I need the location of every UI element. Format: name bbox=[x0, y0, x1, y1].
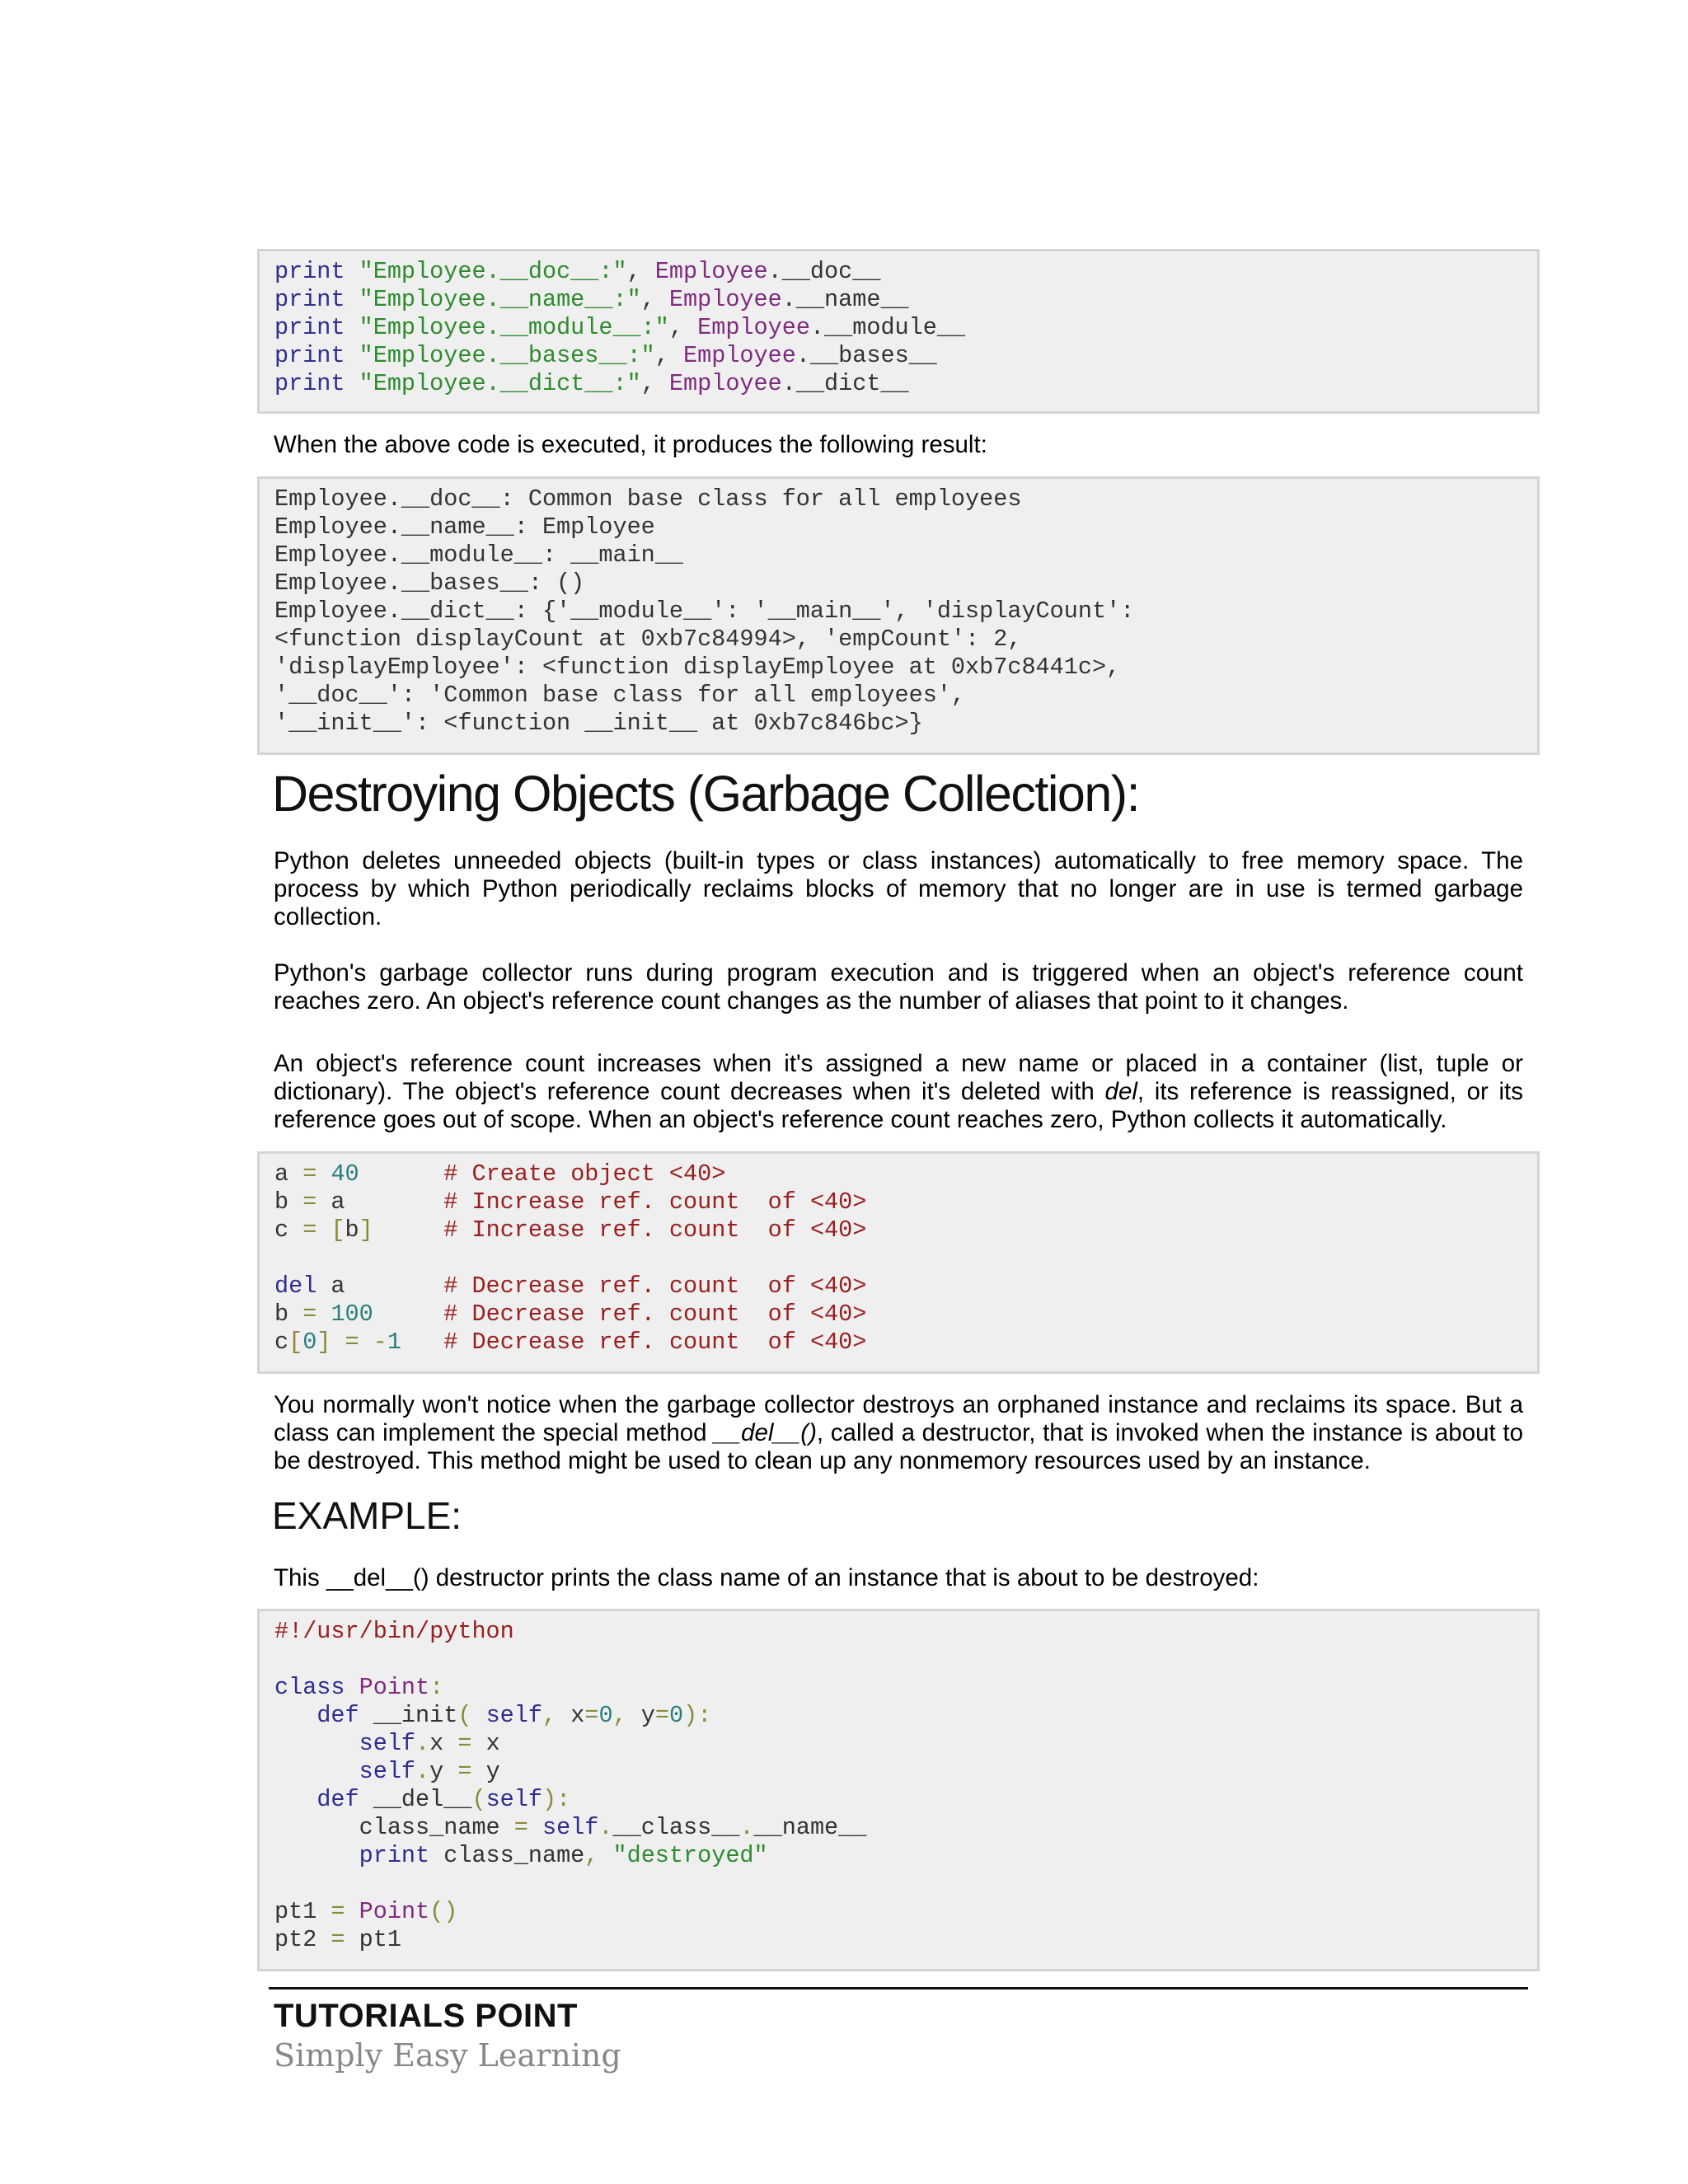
code-token: class bbox=[274, 1674, 345, 1701]
code-token: "Employee.__bases__:" bbox=[359, 342, 655, 369]
code-token: c bbox=[274, 1216, 303, 1244]
code-token bbox=[401, 1329, 443, 1356]
code-token: .__name__ bbox=[781, 286, 909, 313]
code-token: .__doc__ bbox=[767, 258, 881, 285]
code-token: .__dict__ bbox=[781, 370, 909, 397]
code-token: Employee.__name__: Employee bbox=[274, 513, 655, 541]
code-token: Employee bbox=[668, 286, 782, 313]
code-token: pt1 bbox=[345, 1926, 401, 1953]
code-token: Employee bbox=[654, 258, 768, 285]
code-token: a bbox=[316, 1272, 444, 1300]
code-token: # Increase ref. count of <40> bbox=[443, 1216, 867, 1244]
code-token bbox=[345, 370, 359, 397]
code-token: c bbox=[274, 1329, 289, 1356]
result-intro-text: When the above code is executed, it produces the following result: bbox=[274, 431, 987, 458]
paragraph-gc-collector: Python's garbage collector runs during program execution and is triggered when an object's reference count reaches zero. An object's reference count changes as the number of aliases that point to it changes. bbox=[274, 959, 1523, 1015]
code-token: print bbox=[274, 370, 345, 397]
code-token: __class__ bbox=[612, 1814, 740, 1841]
code-token bbox=[345, 1898, 359, 1925]
code-token: def bbox=[316, 1702, 359, 1729]
code-line bbox=[274, 654, 1537, 682]
code-token: a bbox=[316, 1188, 444, 1216]
code-token: self bbox=[542, 1814, 599, 1841]
code-token: class_name bbox=[274, 1814, 514, 1841]
code-token bbox=[471, 1702, 485, 1729]
code-token: __init bbox=[359, 1702, 458, 1729]
code-token bbox=[345, 342, 359, 369]
code-token: y bbox=[429, 1758, 458, 1785]
code-token: 100 bbox=[331, 1301, 373, 1328]
code-token: ] bbox=[316, 1329, 331, 1356]
code-token: <function displayCount at 0xb7c84994>, 'empCount': 2, bbox=[274, 626, 1022, 653]
code-token: = bbox=[302, 1188, 317, 1216]
code-token: __del__ bbox=[359, 1786, 472, 1813]
code-token bbox=[345, 286, 359, 313]
code-token bbox=[345, 1674, 359, 1701]
code-line bbox=[274, 513, 1537, 541]
code-token: print bbox=[274, 258, 345, 285]
code-token bbox=[598, 1842, 612, 1869]
code-token: , bbox=[668, 314, 698, 341]
code-token: = bbox=[584, 1702, 599, 1729]
code-token: print bbox=[274, 342, 345, 369]
code-token: x bbox=[429, 1730, 458, 1757]
code-token: y bbox=[471, 1758, 500, 1785]
code-line bbox=[274, 1814, 1537, 1842]
code-token bbox=[373, 1216, 444, 1244]
code-token bbox=[274, 1842, 359, 1869]
code-token: # Create object <40> bbox=[443, 1160, 726, 1188]
code-token: print bbox=[359, 1842, 430, 1869]
code-line bbox=[274, 314, 1537, 342]
paragraph-gc-refcount-del: del bbox=[1104, 1078, 1137, 1105]
code-token: = bbox=[345, 1329, 359, 1356]
code-token: "Employee.__module__:" bbox=[359, 314, 669, 341]
code-token bbox=[316, 1160, 331, 1188]
code-token: 0 bbox=[302, 1329, 317, 1356]
code-token: x bbox=[556, 1702, 585, 1729]
code-token: self bbox=[359, 1730, 416, 1757]
code-line bbox=[274, 1329, 1537, 1357]
code-line bbox=[274, 541, 1537, 569]
code-line bbox=[274, 1188, 1537, 1216]
code-token bbox=[528, 1814, 542, 1841]
code-token bbox=[373, 1301, 444, 1328]
code-line bbox=[274, 1674, 1537, 1702]
code-token: Employee bbox=[697, 314, 810, 341]
code-token: "Employee.__name__:" bbox=[359, 286, 641, 313]
code-token: "destroyed" bbox=[612, 1842, 768, 1869]
code-token: # Decrease ref. count of <40> bbox=[443, 1272, 867, 1300]
code-line bbox=[274, 1842, 1537, 1870]
code-token: = bbox=[654, 1702, 669, 1729]
code-line bbox=[274, 485, 1537, 513]
code-token: , bbox=[626, 258, 655, 285]
code-block-refcount-example bbox=[257, 1151, 1540, 1374]
code-token: .__bases__ bbox=[795, 342, 937, 369]
code-token: print bbox=[274, 314, 345, 341]
code-token: y bbox=[626, 1702, 655, 1729]
code-token: ] bbox=[359, 1216, 373, 1244]
section-heading-example: EXAMPLE: bbox=[272, 1494, 462, 1537]
code-token: , bbox=[584, 1842, 599, 1869]
code-token: = bbox=[302, 1160, 317, 1188]
code-block-output bbox=[257, 476, 1540, 755]
code-token: , bbox=[640, 286, 669, 313]
paragraph-gc-refcount-part1: An object's reference count increases when it's assigned a new name or placed in a container (list, tuple or dictionary). The object's reference count decreases when it's deleted with bbox=[274, 1050, 1523, 1105]
code-token: , bbox=[612, 1702, 627, 1729]
code-token: #!/usr/bin/python bbox=[274, 1618, 514, 1645]
code-token: __name__ bbox=[753, 1814, 867, 1841]
code-token: '__init__': <function __init__ at 0xb7c846bc>} bbox=[274, 710, 923, 737]
code-token: b bbox=[274, 1188, 303, 1216]
code-line bbox=[274, 1244, 1537, 1272]
code-token: # Decrease ref. count of <40> bbox=[443, 1301, 867, 1328]
code-token bbox=[359, 1160, 444, 1188]
code-token: print bbox=[274, 286, 345, 313]
code-token: # Increase ref. count of <40> bbox=[443, 1188, 867, 1216]
code-token bbox=[345, 258, 359, 285]
code-token: ): bbox=[542, 1786, 571, 1813]
code-line bbox=[274, 598, 1537, 626]
code-token: . bbox=[415, 1730, 430, 1757]
paragraph-gc-refcount-part2: , its reference is reassigned, or its reference goes out of scope. When an object's reference count reaches zero, Python collects it automatically. bbox=[274, 1078, 1524, 1133]
code-token: # Decrease ref. count of <40> bbox=[443, 1329, 867, 1356]
code-line bbox=[274, 1160, 1537, 1188]
code-token: Employee.__module__: __main__ bbox=[274, 541, 683, 569]
code-token: ): bbox=[683, 1702, 712, 1729]
code-token: [ bbox=[331, 1216, 345, 1244]
code-token: def bbox=[316, 1786, 359, 1813]
code-token: . bbox=[739, 1814, 754, 1841]
code-token: Employee bbox=[668, 370, 782, 397]
code-line bbox=[274, 1786, 1537, 1814]
paragraph-gc-refcount bbox=[274, 1050, 1523, 1134]
code-token: Employee.__doc__: Common base class for all employees bbox=[274, 485, 1022, 513]
code-token: 0 bbox=[668, 1702, 684, 1729]
code-token: "Employee.__dict__:" bbox=[359, 370, 641, 397]
code-token: , bbox=[640, 370, 669, 397]
code-token: = bbox=[513, 1814, 528, 1841]
code-line bbox=[274, 1301, 1537, 1329]
code-token: self bbox=[485, 1702, 542, 1729]
code-token: x bbox=[471, 1730, 500, 1757]
code-token: = bbox=[331, 1926, 345, 1953]
code-line bbox=[274, 569, 1537, 598]
code-line bbox=[274, 682, 1537, 710]
code-token: ( bbox=[457, 1702, 472, 1729]
code-token: = bbox=[331, 1898, 345, 1925]
code-line bbox=[274, 258, 1537, 286]
code-token: , bbox=[542, 1702, 557, 1729]
code-token: 0 bbox=[598, 1702, 613, 1729]
paragraph-destructor-part1: You normally won't notice when the garbage collector destroys an orphaned instance and reclaims its space. But a class can implement the special method bbox=[274, 1391, 1523, 1446]
paragraph-destructor bbox=[274, 1391, 1523, 1475]
footer-divider bbox=[269, 1987, 1528, 1990]
code-token bbox=[274, 1730, 359, 1757]
code-line bbox=[274, 1898, 1537, 1926]
code-line bbox=[274, 1870, 1537, 1898]
code-token: self bbox=[359, 1758, 416, 1785]
code-token: = bbox=[302, 1216, 317, 1244]
code-token bbox=[345, 314, 359, 341]
code-line bbox=[274, 710, 1537, 738]
code-line bbox=[274, 1646, 1537, 1674]
code-token: b bbox=[274, 1301, 303, 1328]
code-token: Point bbox=[359, 1898, 430, 1925]
code-token: - bbox=[373, 1329, 387, 1356]
code-token: Employee.__dict__: {'__module__': '__main__', 'displayCount': bbox=[274, 598, 1135, 625]
code-line bbox=[274, 1702, 1537, 1730]
code-token: pt2 bbox=[274, 1926, 331, 1953]
code-token: ( bbox=[471, 1786, 486, 1813]
code-token: Employee bbox=[683, 342, 796, 369]
code-token: 40 bbox=[331, 1160, 359, 1188]
paragraph-destructor-part2: , called a destructor, that is invoked when the instance is about to be destroyed. This method might be used to clean up any nonmemory resources used by an instance. bbox=[274, 1419, 1523, 1474]
code-line bbox=[274, 1272, 1537, 1301]
code-token: = bbox=[457, 1730, 472, 1757]
code-token bbox=[274, 1702, 316, 1729]
code-token: a bbox=[274, 1160, 303, 1188]
code-token bbox=[331, 1329, 345, 1356]
example-intro-text: This __del__() destructor prints the class name of an instance that is about to be destroyed: bbox=[274, 1564, 1259, 1591]
paragraph-destructor-method: __del__() bbox=[714, 1419, 817, 1446]
paragraph-gc-intro: Python deletes unneeded objects (built-in types or class instances) automatically to free memory space. The process by which Python periodically reclaims blocks of memory that no longer are in use is termed garbage collection. bbox=[274, 847, 1523, 930]
code-block-class-attributes bbox=[257, 249, 1540, 414]
code-line bbox=[274, 370, 1537, 398]
code-line bbox=[274, 286, 1537, 314]
code-line bbox=[274, 1730, 1537, 1758]
code-token: '__doc__': 'Common base class for all employees', bbox=[274, 682, 966, 709]
code-token bbox=[359, 1329, 373, 1356]
code-line bbox=[274, 1216, 1537, 1244]
code-token: self bbox=[485, 1786, 542, 1813]
code-token: . bbox=[598, 1814, 613, 1841]
code-token: del bbox=[274, 1272, 317, 1300]
code-token: [ bbox=[288, 1329, 303, 1356]
code-token: .__module__ bbox=[809, 314, 966, 341]
code-token: Employee.__bases__: () bbox=[274, 569, 585, 597]
code-token: Point bbox=[359, 1674, 430, 1701]
code-token: b bbox=[345, 1216, 359, 1244]
footer-tagline: Simply Easy Learning bbox=[274, 2037, 621, 2074]
code-line bbox=[274, 1618, 1537, 1646]
code-line bbox=[274, 626, 1537, 654]
code-token bbox=[274, 1786, 316, 1813]
section-heading-garbage-collection: Destroying Objects (Garbage Collection): bbox=[272, 766, 1140, 822]
code-token: pt1 bbox=[274, 1898, 331, 1925]
code-token: : bbox=[429, 1674, 444, 1701]
code-token: 'displayEmployee': <function displayEmployee at 0xb7c8441c>, bbox=[274, 654, 1121, 681]
code-block-destructor-example bbox=[257, 1609, 1540, 1971]
code-token bbox=[274, 1758, 359, 1785]
code-line bbox=[274, 1758, 1537, 1786]
code-token bbox=[316, 1301, 331, 1328]
code-token: = bbox=[302, 1301, 317, 1328]
code-line bbox=[274, 1926, 1537, 1954]
code-token: , bbox=[654, 342, 684, 369]
code-token: 1 bbox=[387, 1329, 401, 1356]
code-token: "Employee.__doc__:" bbox=[359, 258, 627, 285]
code-token: . bbox=[415, 1758, 430, 1785]
footer-brand: TUTORIALS POINT bbox=[274, 1998, 578, 2034]
code-token: () bbox=[429, 1898, 458, 1925]
code-token: class_name bbox=[429, 1842, 585, 1869]
code-line bbox=[274, 342, 1537, 370]
code-token: = bbox=[457, 1758, 472, 1785]
code-token bbox=[316, 1216, 331, 1244]
